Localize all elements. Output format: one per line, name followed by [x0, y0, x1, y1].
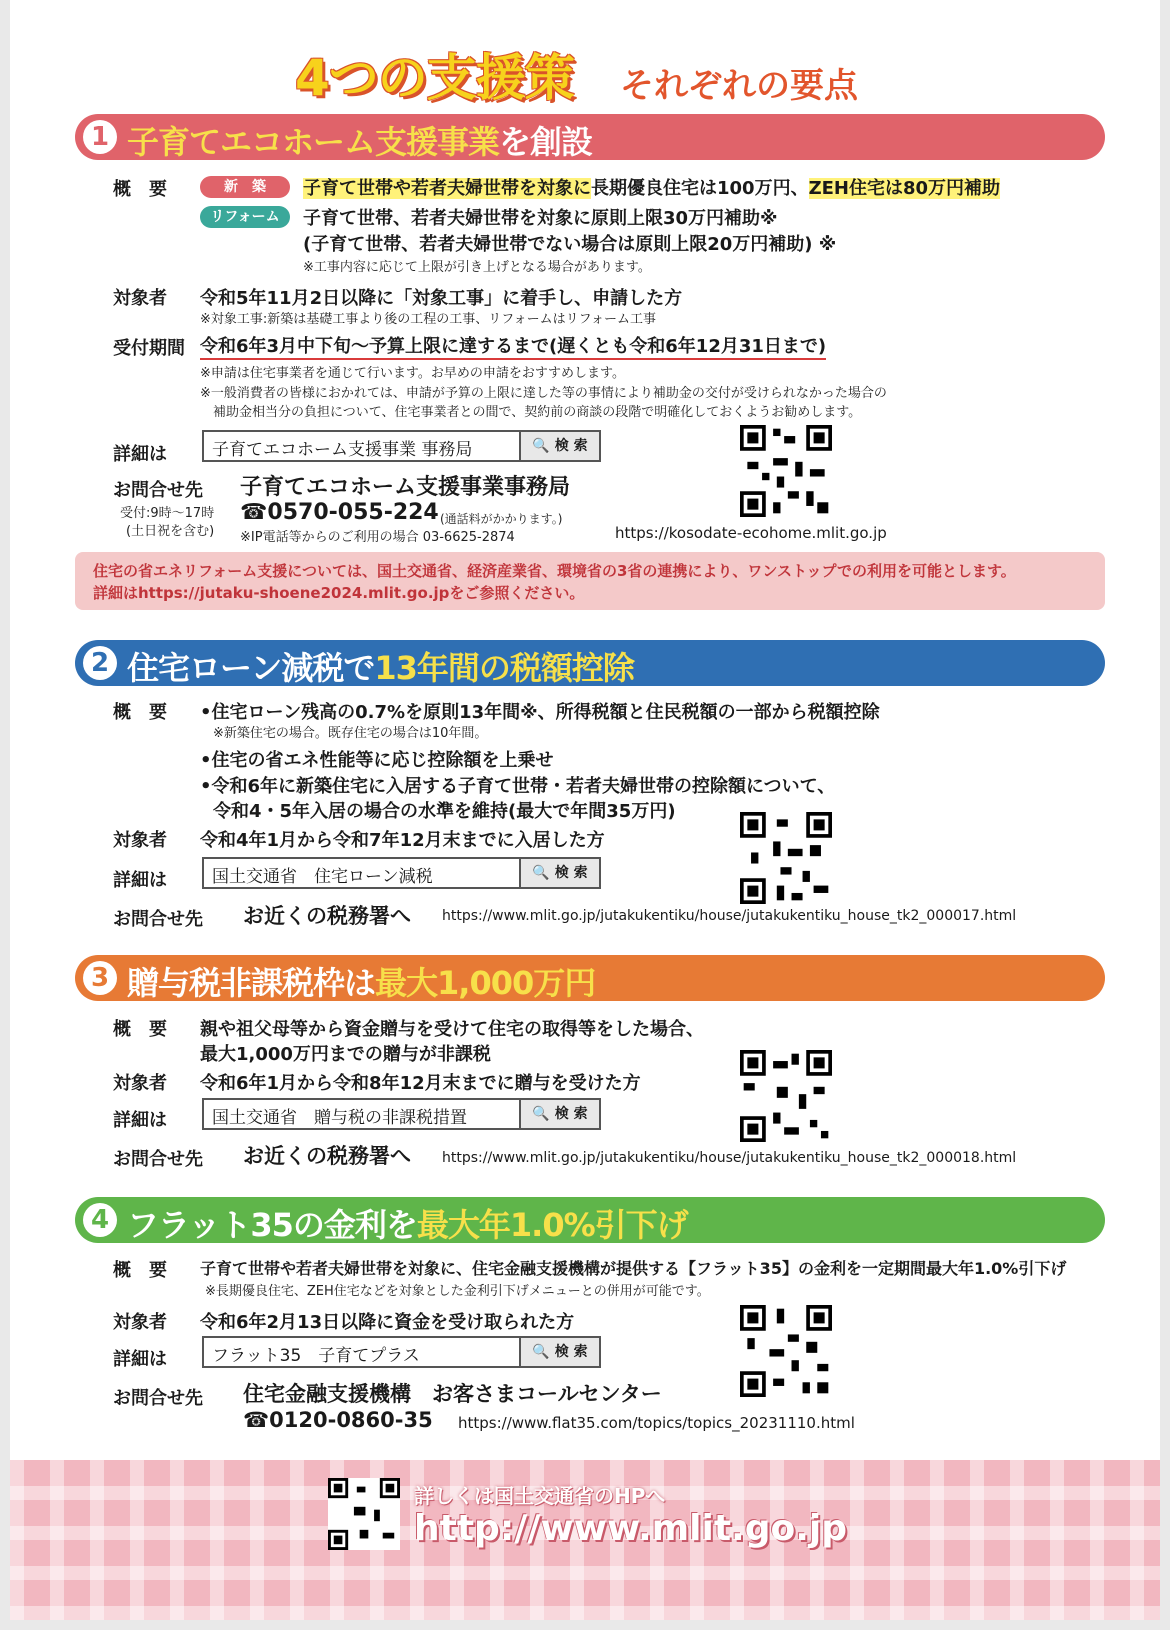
- search-query: 子育てエコホーム支援事業 事務局: [212, 440, 473, 460]
- footer-line-1: 詳しくは国土交通省のHPへ: [414, 1484, 666, 1508]
- sec4-url[interactable]: https://www.flat35.com/topics/topics_20231110.html: [458, 1414, 855, 1432]
- section-1-title: [127, 117, 592, 163]
- qr-code-icon: [740, 425, 832, 517]
- sec1-ip-note: ※IP電話等からのご利用の場合 03-6625-2874: [240, 530, 515, 545]
- sec2-overview-3: •令和6年に新築住宅に入居する子育て世帯・若者夫婦世帯の控除額について、: [200, 776, 836, 797]
- section-title-rest: 住宅ローン減税で: [127, 649, 375, 687]
- label-overview: 概 要: [113, 1019, 167, 1040]
- section-title-highlight: 13年間の税額控除: [374, 649, 634, 687]
- qr-code-icon: [328, 1478, 400, 1550]
- label-target: 対象者: [113, 1073, 167, 1094]
- label-contact: お問合せ先: [113, 1149, 203, 1170]
- qr-code-icon: [740, 1305, 832, 1397]
- label-contact: お問合せ先: [113, 480, 203, 501]
- section-number: 2: [83, 646, 117, 680]
- search-button[interactable]: 🔍 検 索: [519, 1338, 599, 1366]
- label-contact: お問合せ先: [113, 909, 203, 930]
- badge-new-build: 新 築: [200, 176, 290, 198]
- search-query: 国土交通省 贈与税の非課税措置: [212, 1108, 467, 1128]
- label-details: 詳細は: [113, 1110, 167, 1131]
- sec4-target: 令和6年2月13日以降に資金を受け取られた方: [200, 1312, 575, 1333]
- reform-text-2: (子育て世帯、若者夫婦世帯でない場合は原則上限20万円補助) ※: [303, 234, 837, 255]
- sec2-overview-2: •住宅の省エネ性能等に応じ控除額を上乗せ: [200, 750, 554, 771]
- label-details: 詳細は: [113, 1349, 167, 1370]
- reform-text-1: 子育て世帯、若者夫婦世帯を対象に原則上限30万円補助※: [303, 208, 778, 229]
- sec4-phone[interactable]: ☎0120-0860-35: [243, 1408, 433, 1432]
- sec3-overview-1: 親や祖父母等から資金贈与を受けて住宅の取得等をした場合、: [200, 1019, 704, 1040]
- sec3-url[interactable]: https://www.mlit.go.jp/jutakukentiku/house/jutakukentiku_house_tk2_000018.html: [442, 1150, 1017, 1166]
- search-query: 国土交通省 住宅ローン減税: [212, 867, 433, 887]
- sec3-search-box[interactable]: [202, 1098, 601, 1130]
- section-title-highlight: 最大年1.0%引下げ: [416, 1206, 688, 1244]
- sec2-overview-4: 令和4・5年入居の場合の水準を維持(最大で年間35万円): [213, 801, 676, 822]
- reform-note: ※工事内容に応じて上限が引き上げとなる場合があります。: [303, 260, 651, 275]
- search-query: フラット35 子育てプラス: [212, 1346, 420, 1366]
- label-contact: お問合せ先: [113, 1388, 203, 1409]
- page-subtitle: それぞれの要点: [620, 66, 858, 106]
- sec2-overview-note: ※新築住宅の場合。既存住宅の場合は10年間。: [213, 726, 488, 741]
- notice-line-1: 住宅の省エネリフォーム支援については、国土交通省、経済産業省、環境省の3省の連携により、ワンストップでの利用を可能とします。: [93, 562, 1016, 580]
- footer-banner: [10, 1460, 1160, 1620]
- new-build-target: 子育て世帯や若者夫婦世帯を対象に: [303, 178, 591, 199]
- qr-code-icon: [740, 812, 832, 904]
- label-target: 対象者: [113, 288, 167, 309]
- section-3-header: [75, 955, 1105, 1001]
- sec4-contact-name: 住宅金融支援機構 お客さまコールセンター: [243, 1382, 662, 1406]
- sec1-hours: 受付:9時〜17時: [120, 506, 215, 521]
- sec1-phone-note: (通話料がかかります。): [440, 512, 563, 526]
- label-details: 詳細は: [113, 444, 167, 465]
- section-number: 1: [83, 120, 117, 154]
- zeh-amount: ZEH住宅は80万円補助: [808, 178, 1001, 199]
- sec2-search-box[interactable]: [202, 857, 601, 889]
- sec3-overview-2: 最大1,000万円までの贈与が非課税: [200, 1044, 491, 1065]
- sec1-period-note-1: ※申請は住宅事業者を通じて行います。お早めの申請をおすすめします。: [200, 366, 625, 381]
- label-overview: 概 要: [113, 702, 167, 723]
- sec1-phone[interactable]: ☎0570-055-224: [240, 500, 439, 525]
- section-title-highlight: 最大1,000万円: [375, 964, 596, 1002]
- sec1-period-note-3: 補助金相当分の負担について、住宅事業者との間で、契約前の商談の段階で明確化しておくようお勧めします。: [213, 405, 862, 420]
- sec2-contact: お近くの税務署へ: [243, 904, 411, 928]
- label-target: 対象者: [113, 1312, 167, 1333]
- section-2-title: [127, 643, 634, 689]
- section-4-title: [127, 1200, 688, 1246]
- section-title-rest: を創設: [499, 123, 593, 161]
- section-4-header: [75, 1197, 1105, 1243]
- sec2-url[interactable]: https://www.mlit.go.jp/jutakukentiku/house/jutakukentiku_house_tk2_000017.html: [442, 908, 1017, 924]
- sec1-target-note: ※対象工事:新築は基礎工事より後の工程の工事、リフォームはリフォーム工事: [200, 312, 656, 327]
- sec2-overview-1: •住宅ローン残高の0.7%を原則13年間※、所得税額と住民税額の一部から税額控除: [200, 702, 880, 723]
- sec4-overview: 子育て世帯や若者夫婦世帯を対象に、住宅金融支援機構が提供する【フラット35】の金利を一定期間最大年1.0%引下げ: [200, 1259, 1067, 1278]
- section-number: 4: [83, 1203, 117, 1237]
- qr-code-icon: [740, 1050, 832, 1142]
- sec4-search-box[interactable]: [202, 1336, 601, 1368]
- section-2-header: [75, 640, 1105, 686]
- sec1-period-text: 令和6年3月中下旬〜予算上限に達するまで(遅くとも令和6年12月31日まで): [200, 332, 826, 360]
- badge-reform: リフォーム: [200, 206, 290, 228]
- label-overview: 概 要: [113, 179, 167, 200]
- new-build-text: [303, 174, 1000, 200]
- sec1-search-box[interactable]: [202, 430, 601, 462]
- sec2-target: 令和4年1月から令和7年12月末までに入居した方: [200, 830, 605, 851]
- notice-box: [75, 552, 1105, 610]
- label-details: 詳細は: [113, 870, 167, 891]
- section-1-header: [75, 114, 1105, 160]
- notice-line-2: 詳細はhttps://jutaku-shoene2024.mlit.go.jpをご参照ください。: [93, 584, 585, 602]
- section-title-rest: 贈与税非課税枠は: [127, 964, 376, 1002]
- sec1-target-text: 令和5年11月2日以降に「対象工事」に着手し、申請した方: [200, 288, 683, 309]
- section-title-rest: フラット35の金利を: [127, 1206, 417, 1244]
- label-period: 受付期間: [113, 338, 185, 359]
- search-button[interactable]: 🔍 検 索: [519, 432, 599, 460]
- label-target: 対象者: [113, 830, 167, 851]
- sec1-url[interactable]: https://kosodate-ecohome.mlit.go.jp: [615, 524, 887, 542]
- sec3-contact: お近くの税務署へ: [243, 1144, 411, 1168]
- section-title-highlight: 子育てエコホーム支援事業: [127, 123, 500, 161]
- search-button[interactable]: 🔍 検 索: [519, 859, 599, 887]
- sec4-overview-note: ※長期優良住宅、ZEH住宅などを対象とした金利引下げメニューとの併用が可能です。: [205, 1284, 710, 1299]
- sec1-period-note-2: ※一般消費者の皆様におかれては、申請が予算の上限に達した等の事情により補助金の交付が受けられなかった場合の: [200, 386, 887, 401]
- page-title: 4つの支援策: [295, 49, 574, 107]
- footer-url[interactable]: http://www.mlit.go.jp: [414, 1508, 848, 1549]
- new-build-amount: 長期優良住宅は100万円、: [591, 178, 809, 199]
- flyer-page: [10, 0, 1160, 1620]
- section-number: 3: [83, 961, 117, 995]
- sec3-target: 令和6年1月から令和8年12月末までに贈与を受けた方: [200, 1073, 641, 1094]
- sec1-hours-2: (土日祝を含む): [126, 524, 215, 539]
- search-button[interactable]: 🔍 検 索: [519, 1100, 599, 1128]
- sec1-contact-name: 子育てエコホーム支援事業事務局: [240, 475, 571, 500]
- section-3-title: [127, 958, 595, 1004]
- label-overview: 概 要: [113, 1260, 167, 1281]
